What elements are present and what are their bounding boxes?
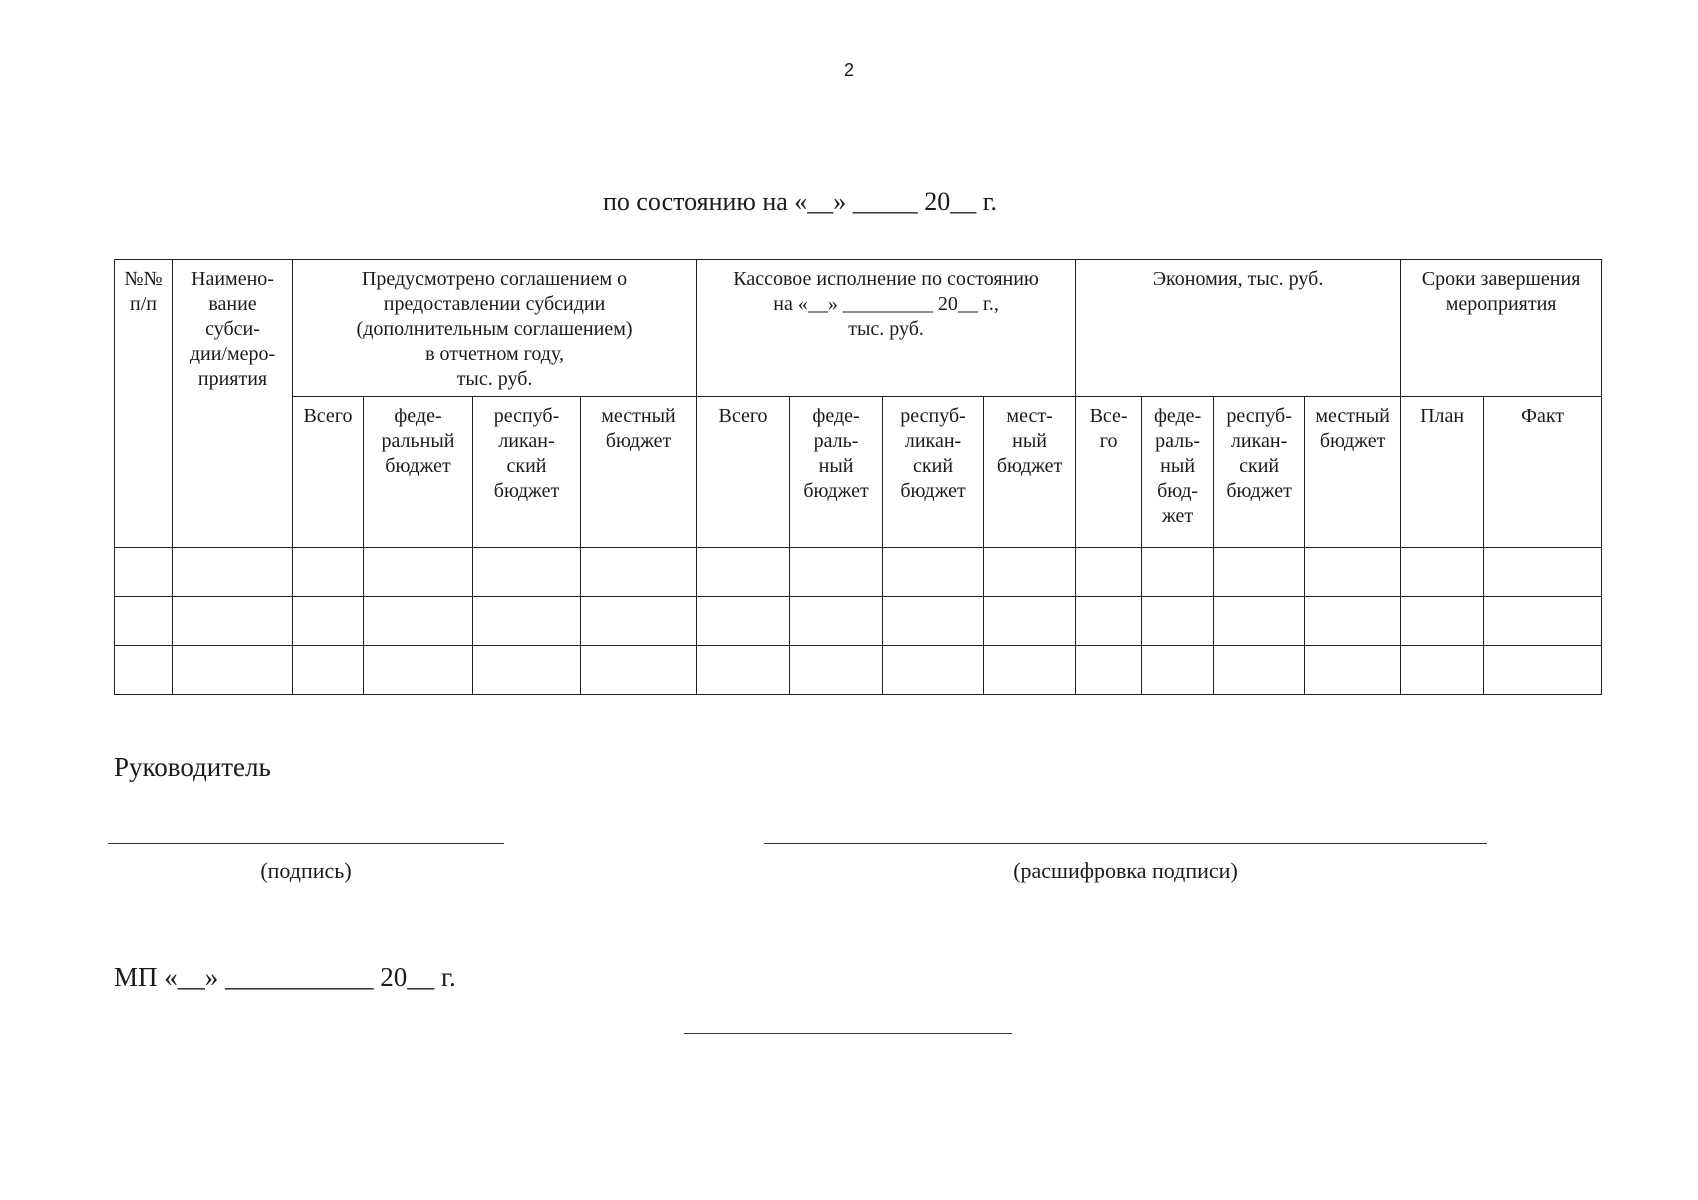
signature-decryption-line[interactable] <box>764 843 1487 844</box>
table-cell[interactable] <box>984 548 1076 597</box>
table-cell[interactable] <box>697 597 790 646</box>
table-cell[interactable] <box>115 548 173 597</box>
table-row <box>115 646 1602 695</box>
table-cell[interactable] <box>1484 646 1602 695</box>
page-number: 2 <box>843 60 854 80</box>
table-cell[interactable] <box>790 548 883 597</box>
table-cell[interactable] <box>364 646 473 695</box>
table-cell[interactable] <box>581 597 697 646</box>
table-cell[interactable] <box>697 646 790 695</box>
table-cell[interactable] <box>1142 646 1214 695</box>
table-cell[interactable] <box>1214 597 1305 646</box>
table-cell[interactable] <box>790 597 883 646</box>
header-name-label: Наимено- вание субси- дии/меро- приятия <box>189 268 276 390</box>
header-number <box>115 260 173 548</box>
header-planned <box>293 260 697 397</box>
subheader-savings-republican: респуб- ликан- ский бюджет <box>1214 397 1305 548</box>
signature-decryption-caption: (расшифровка подписи) <box>1013 858 1238 883</box>
table-cell[interactable] <box>293 646 364 695</box>
table-row <box>115 548 1602 597</box>
table-cell[interactable] <box>883 548 984 597</box>
table-cell[interactable] <box>473 646 581 695</box>
table-cell[interactable] <box>581 646 697 695</box>
table-cell[interactable] <box>115 597 173 646</box>
subheader-cash-republican: респуб- ликан- ский бюджет <box>883 397 984 548</box>
subheader-planned-local: местный бюджет <box>581 397 697 548</box>
signatory-title: Руководитель <box>114 752 271 782</box>
table-cell[interactable] <box>173 548 293 597</box>
table-cell[interactable] <box>173 646 293 695</box>
table-cell[interactable] <box>1076 548 1142 597</box>
header-savings <box>1076 260 1401 397</box>
subheader-planned-republican: респуб- ликан- ский бюджет <box>473 397 581 548</box>
table-cell[interactable] <box>697 548 790 597</box>
header-deadlines-label: Сроки завершения мероприятия <box>1421 268 1581 315</box>
subheader-savings-total: Все- го <box>1076 397 1142 548</box>
header-savings-label: Экономия, тыс. руб. <box>1152 268 1324 290</box>
stamp-date-line: МП «__» ___________ 20__ г. <box>114 962 456 992</box>
table-cell[interactable] <box>1214 548 1305 597</box>
subheader-cash-federal: феде- раль- ный бюджет <box>790 397 883 548</box>
header-cash-execution-label: Кассовое исполнение по состоянию на «__» _________ 20__ г., тыс. руб. <box>733 268 1039 340</box>
table-cell[interactable] <box>1305 597 1401 646</box>
report-table <box>114 259 1602 695</box>
header-name <box>173 260 293 548</box>
as-of-date-line: по состоянию на «__» _____ 20__ г. <box>602 187 998 216</box>
subheader-cash-total: Всего <box>697 397 790 548</box>
table-cell[interactable] <box>581 548 697 597</box>
header-planned-label: Предусмотрено соглашением о предоставлении субсидии (дополнительным соглашением) в отчетном году, тыс. руб. <box>356 268 633 390</box>
header-deadlines <box>1401 260 1602 397</box>
footer-separator-line <box>684 1033 1012 1034</box>
table-cell[interactable] <box>1305 548 1401 597</box>
header-cash-execution <box>697 260 1076 397</box>
report-table-body <box>115 548 1602 695</box>
table-cell[interactable] <box>1142 548 1214 597</box>
signature-caption: (подпись) <box>260 858 352 883</box>
table-cell[interactable] <box>473 548 581 597</box>
table-cell[interactable] <box>984 646 1076 695</box>
table-cell[interactable] <box>1305 646 1401 695</box>
table-cell[interactable] <box>173 597 293 646</box>
table-cell[interactable] <box>1214 646 1305 695</box>
table-cell[interactable] <box>1401 646 1484 695</box>
subheader-savings-federal: феде- раль- ный бюд- жет <box>1142 397 1214 548</box>
table-cell[interactable] <box>1484 548 1602 597</box>
subheader-cash-local: мест- ный бюджет <box>984 397 1076 548</box>
table-cell[interactable] <box>1401 548 1484 597</box>
table-cell[interactable] <box>1142 597 1214 646</box>
subheader-deadline-fact: Факт <box>1484 397 1602 548</box>
subheader-planned-total: Всего <box>293 397 364 548</box>
subheader-planned-federal: феде- ральный бюджет <box>364 397 473 548</box>
subheader-deadline-plan: План <box>1401 397 1484 548</box>
table-cell[interactable] <box>115 646 173 695</box>
table-cell[interactable] <box>1076 646 1142 695</box>
header-number-label: №№ п/п <box>124 268 163 315</box>
table-cell[interactable] <box>883 597 984 646</box>
table-cell[interactable] <box>883 646 984 695</box>
table-cell[interactable] <box>364 597 473 646</box>
table-cell[interactable] <box>790 646 883 695</box>
table-cell[interactable] <box>1401 597 1484 646</box>
subheader-savings-local: местный бюджет <box>1305 397 1401 548</box>
table-cell[interactable] <box>984 597 1076 646</box>
table-cell[interactable] <box>293 548 364 597</box>
table-cell[interactable] <box>473 597 581 646</box>
signature-line[interactable] <box>108 843 504 844</box>
table-cell[interactable] <box>1076 597 1142 646</box>
table-cell[interactable] <box>293 597 364 646</box>
table-cell[interactable] <box>364 548 473 597</box>
table-cell[interactable] <box>1484 597 1602 646</box>
table-row <box>115 597 1602 646</box>
